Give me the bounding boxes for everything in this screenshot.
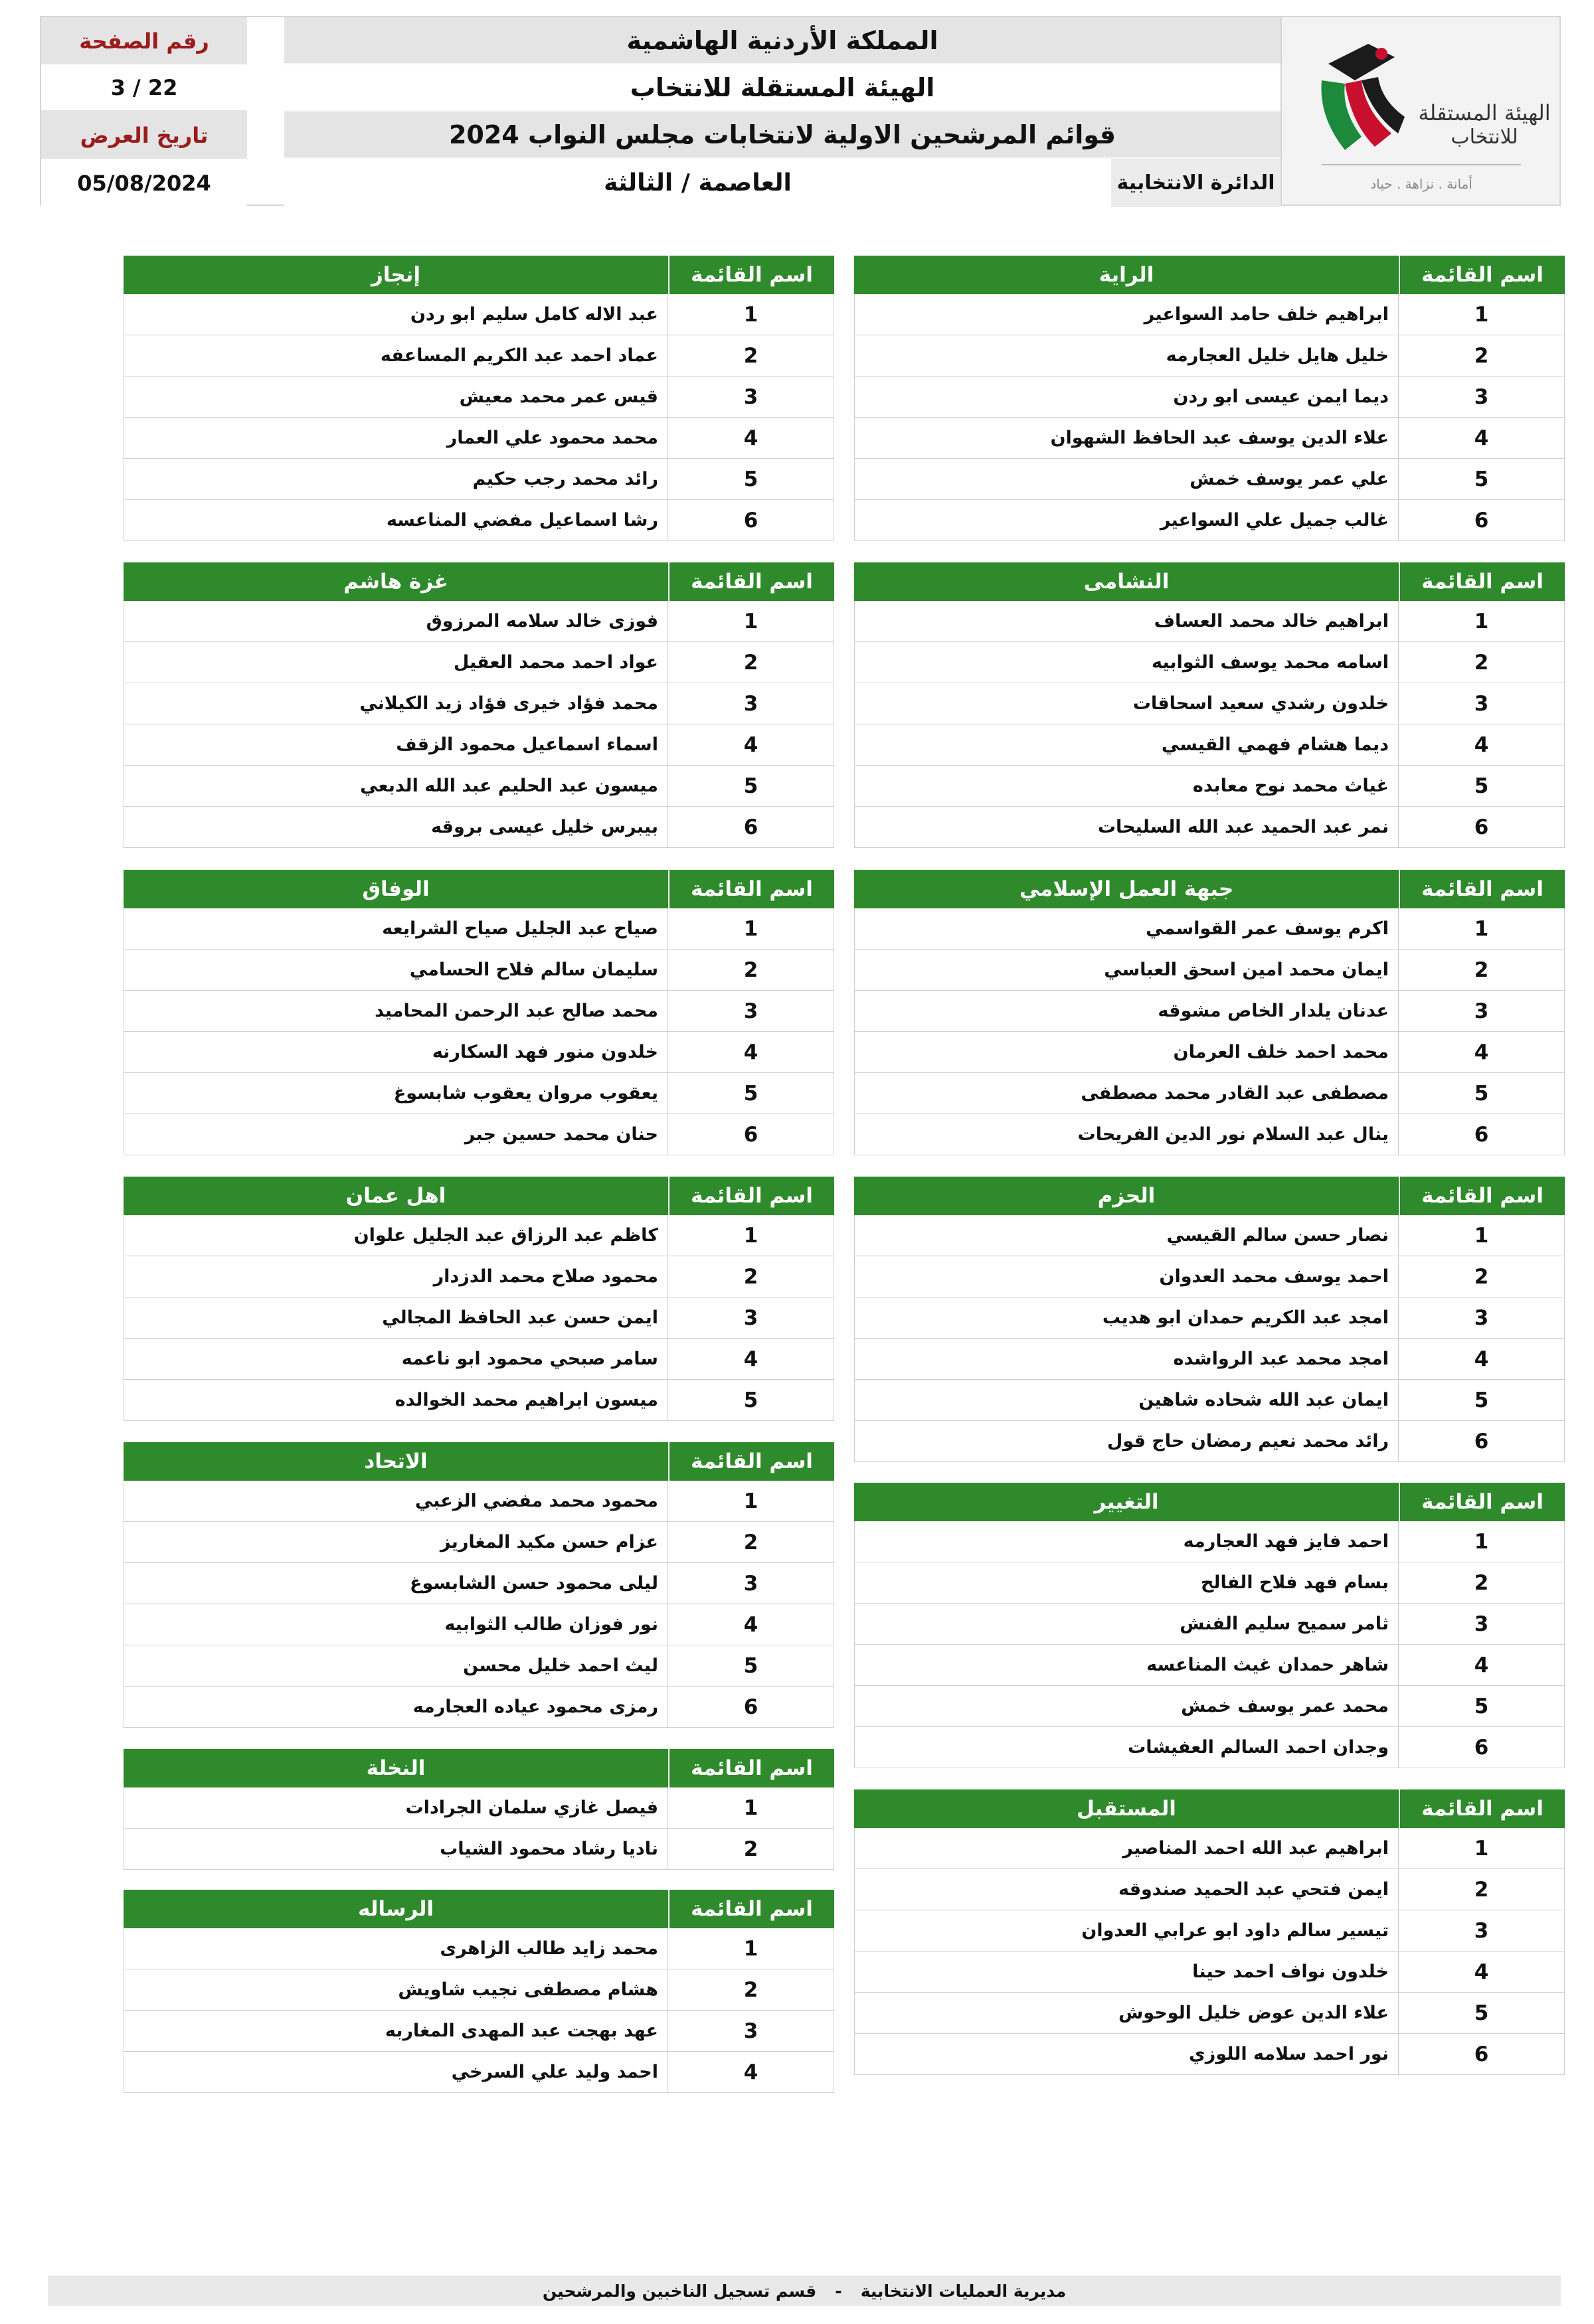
candidate-number: 5 — [1398, 766, 1564, 806]
candidate-row — [124, 335, 834, 376]
candidate-row — [124, 1563, 834, 1604]
candidate-name: محمد زايد طالب الزاهرى — [440, 1938, 658, 1959]
candidate-name: محمد صالح عبد الرحمن المحاميد — [375, 1001, 658, 1021]
list-header — [124, 1442, 834, 1481]
candidate-number: 1 — [667, 1215, 834, 1256]
list-name: غزة هاشم — [343, 570, 448, 594]
candidate-row — [124, 950, 834, 991]
candidate-name: نور فوزان طالب الثوابيه — [444, 1614, 658, 1635]
candidate-number: 5 — [667, 1380, 834, 1420]
candidate-name: ميسون ابراهيم محمد الخوالده — [395, 1390, 658, 1410]
list-name-label: اسم القائمة — [1399, 1177, 1565, 1215]
candidate-name: علي عمر يوسف خمش — [1190, 469, 1389, 489]
candidate-name: يعقوب مروان يعقوب شابسوغ — [393, 1083, 658, 1104]
candidate-number: 2 — [1398, 1869, 1564, 1910]
list-block — [124, 1177, 834, 1421]
list-header — [854, 870, 1565, 908]
candidate-row — [854, 1951, 1565, 1993]
list-block — [124, 256, 834, 541]
candidate-name: خليل هايل خليل العجارمه — [1166, 345, 1389, 366]
candidate-row — [854, 1380, 1565, 1421]
candidate-number: 3 — [1398, 1297, 1564, 1338]
candidate-number: 6 — [667, 1114, 834, 1155]
candidate-name: محمود محمد مفضي الزعبي — [414, 1491, 658, 1511]
candidate-name: خلدون رشدي سعيد اسحاقات — [1132, 693, 1389, 714]
candidate-row — [854, 601, 1565, 642]
candidate-name: ايمان عبد الله شحاده شاهين — [1138, 1390, 1389, 1410]
candidate-row — [124, 418, 834, 459]
candidate-number: 1 — [1398, 1215, 1564, 1256]
candidate-number: 3 — [1398, 683, 1564, 724]
candidate-name: صياح عبد الجليل صياح الشرايعه — [382, 918, 658, 939]
candidate-number: 2 — [1398, 950, 1564, 990]
candidate-number: 2 — [667, 1522, 834, 1562]
candidate-name: نصار حسن سالم القيسي — [1166, 1225, 1389, 1246]
candidate-number: 4 — [667, 418, 834, 458]
candidate-row — [124, 601, 834, 642]
candidate-row — [854, 1297, 1565, 1339]
candidate-number: 4 — [667, 1339, 834, 1379]
display-date-label: تاريخ العرض — [41, 112, 247, 159]
candidate-number: 2 — [1398, 1562, 1564, 1603]
list-name: النشامى — [1083, 570, 1170, 594]
candidate-row — [854, 950, 1565, 991]
candidate-name: امجد عبد الكريم حمدان ابو هديب — [1102, 1307, 1389, 1328]
candidate-number: 6 — [1398, 500, 1564, 540]
candidate-name: عواد احمد محمد العقيل — [453, 652, 658, 673]
candidate-number: 6 — [667, 807, 834, 847]
candidate-row — [124, 766, 834, 807]
candidate-number: 1 — [1398, 908, 1564, 949]
candidate-row — [854, 1828, 1565, 1869]
candidate-name: نور احمد سلامه اللوزي — [1189, 2044, 1389, 2064]
candidate-row — [124, 991, 834, 1032]
list-block — [854, 870, 1565, 1155]
candidate-row — [854, 1114, 1565, 1155]
candidate-name: ديما ايمن عيسى ابو ردن — [1173, 386, 1389, 407]
list-name-label: اسم القائمة — [1399, 256, 1565, 294]
candidate-number: 2 — [667, 950, 834, 990]
candidate-row — [854, 1215, 1565, 1256]
candidate-number: 1 — [667, 908, 834, 949]
candidate-name: محمد احمد خلف العرمان — [1173, 1042, 1389, 1062]
candidate-name: غياث محمد نوح معابده — [1192, 776, 1389, 796]
document-title: قوائم المرشحين الاولية لانتخابات مجلس النواب 2024 — [284, 112, 1281, 159]
list-name: اهل عمان — [345, 1184, 446, 1208]
candidate-row — [854, 2034, 1565, 2075]
list-header — [854, 1483, 1565, 1521]
candidate-number: 4 — [667, 724, 834, 765]
candidate-name: عبد الاله كامل سليم ابو ردن — [410, 304, 658, 325]
candidate-row — [854, 1032, 1565, 1073]
candidate-name: رائد محمد نعيم رمضان حاج قول — [1107, 1431, 1389, 1452]
candidate-number: 6 — [667, 1687, 834, 1727]
candidate-number: 5 — [1398, 1686, 1564, 1726]
candidate-name: عماد احمد عبد الكريم المساعفه — [380, 345, 658, 366]
candidate-number: 2 — [1398, 1256, 1564, 1297]
candidate-name: خلدون نواف احمد حينا — [1192, 1961, 1389, 1982]
list-block — [124, 562, 834, 848]
candidate-row — [124, 1522, 834, 1563]
candidate-number: 1 — [667, 1928, 834, 1969]
candidate-row — [854, 991, 1565, 1032]
candidate-row — [124, 1215, 834, 1256]
candidate-name: بسام فهد فلاح الفالح — [1200, 1572, 1389, 1593]
candidate-number: 4 — [1398, 1339, 1564, 1379]
candidate-number: 5 — [667, 459, 834, 499]
list-name-label: اسم القائمة — [1399, 1789, 1565, 1828]
list-block — [854, 1177, 1565, 1462]
candidate-row — [854, 1727, 1565, 1768]
list-name: الراية — [1099, 263, 1154, 287]
candidate-row — [124, 2011, 834, 2052]
list-header — [124, 1177, 834, 1215]
list-block — [124, 1890, 834, 2093]
candidate-name: احمد فايز فهد العجارمه — [1183, 1531, 1389, 1552]
candidate-name: نمر عبد الحميد عبد الله السليحات — [1097, 817, 1389, 837]
list-name-label: اسم القائمة — [668, 562, 834, 601]
candidate-number: 5 — [667, 1645, 834, 1686]
candidate-number: 1 — [1398, 294, 1564, 335]
list-header — [854, 256, 1565, 294]
candidate-name: عدنان يلدار الخاص مشوقه — [1158, 1001, 1389, 1021]
list-name: الحزم — [1097, 1184, 1156, 1208]
list-name-label: اسم القائمة — [1399, 562, 1565, 601]
candidate-name: ابراهيم خالد محمد العساف — [1154, 611, 1389, 631]
candidate-number: 1 — [667, 1481, 834, 1521]
candidate-number: 1 — [667, 294, 834, 335]
candidate-row — [854, 1993, 1565, 2034]
iec-logo — [1281, 17, 1559, 205]
list-header — [124, 1749, 834, 1787]
candidate-number: 2 — [667, 642, 834, 683]
candidate-row — [124, 683, 834, 724]
candidate-name: علاء الدين يوسف عبد الحافظ الشهوان — [1050, 428, 1389, 448]
candidate-name: ليث احمد خليل محسن — [463, 1655, 658, 1676]
candidate-name: فوزى خالد سلامه المرزوق — [426, 611, 658, 631]
candidate-number: 5 — [1398, 459, 1564, 499]
candidate-name: محمد عمر يوسف خمش — [1181, 1696, 1389, 1716]
candidate-row — [124, 1380, 834, 1421]
candidate-number: 3 — [667, 1297, 834, 1338]
list-name: النخلة — [366, 1756, 426, 1780]
candidate-name: قيس عمر محمد معيش — [459, 386, 658, 407]
list-block — [124, 1442, 834, 1728]
list-block — [124, 1749, 834, 1870]
candidate-number: 1 — [1398, 1828, 1564, 1868]
list-name: الاتحاد — [364, 1450, 428, 1473]
list-name: الوفاق — [362, 877, 430, 901]
candidate-name: كاظم عبد الرزاق عبد الجليل علوان — [353, 1225, 658, 1246]
kingdom-title: المملكة الأردنية الهاشمية — [284, 17, 1281, 64]
candidate-row — [124, 1604, 834, 1645]
candidate-row — [854, 335, 1565, 376]
candidate-number: 3 — [1398, 376, 1564, 417]
list-header — [854, 1789, 1565, 1828]
candidate-row — [124, 500, 834, 541]
candidate-name: امجد محمد عبد الرواشده — [1173, 1349, 1389, 1369]
candidate-name: اسماء اسماعيل محمود الزقف — [396, 734, 658, 755]
candidate-row — [854, 1562, 1565, 1604]
candidate-name: ليلى محمود حسن الشابسوغ — [410, 1573, 658, 1594]
candidate-row — [854, 294, 1565, 335]
candidate-row — [124, 1256, 834, 1297]
candidate-name: هشام مصطفى نجيب شاويش — [398, 1979, 658, 2000]
candidate-row — [854, 500, 1565, 541]
candidate-row — [854, 683, 1565, 724]
candidate-row — [854, 1073, 1565, 1114]
candidate-row — [854, 766, 1565, 807]
candidate-row — [854, 1910, 1565, 1951]
candidate-number: 3 — [667, 683, 834, 724]
candidate-number: 3 — [667, 376, 834, 417]
candidate-row — [124, 2052, 834, 2093]
candidate-row — [854, 376, 1565, 418]
candidate-number: 2 — [667, 335, 834, 376]
list-block — [854, 256, 1565, 541]
candidate-number: 1 — [1398, 601, 1564, 641]
candidate-name: ابراهيم خلف حامد السواعير — [1144, 304, 1389, 325]
candidate-name: فيصل غازي سلمان الجرادات — [405, 1797, 658, 1818]
candidate-number: 3 — [667, 2011, 834, 2051]
list-name-label: اسم القائمة — [668, 1749, 834, 1787]
candidate-name: ايمن فتحي عبد الحميد صندوقه — [1118, 1879, 1389, 1900]
candidate-number: 6 — [1398, 1727, 1564, 1768]
list-name: إنجاز — [371, 263, 421, 287]
candidate-row — [854, 1421, 1565, 1462]
candidate-number: 6 — [1398, 1114, 1564, 1155]
candidate-row — [854, 1256, 1565, 1297]
candidate-row — [124, 376, 834, 418]
candidate-number: 5 — [1398, 1380, 1564, 1420]
list-name-label: اسم القائمة — [668, 870, 834, 908]
list-header — [854, 1177, 1565, 1215]
district-row — [284, 159, 1281, 207]
iec-logo-icon — [1282, 17, 1561, 205]
page-header — [40, 16, 1561, 206]
candidate-name: سليمان سالم فلاح الحسامي — [409, 959, 658, 980]
candidate-number: 2 — [1398, 642, 1564, 683]
candidate-row — [124, 1687, 834, 1728]
candidate-number: 3 — [1398, 1910, 1564, 1951]
candidate-number: 4 — [667, 1032, 834, 1072]
candidate-name: سامر صبحي محمود ابو ناعمه — [401, 1349, 658, 1369]
list-header — [124, 1890, 834, 1928]
candidate-number: 2 — [1398, 335, 1564, 376]
candidate-row — [124, 1339, 834, 1380]
candidate-name: احمد يوسف محمد العدوان — [1159, 1266, 1389, 1287]
candidate-name: رائد محمد رجب حكيم — [472, 469, 658, 489]
list-header — [124, 870, 834, 908]
candidate-number: 5 — [667, 1073, 834, 1114]
candidate-number: 6 — [1398, 2034, 1564, 2074]
candidate-number: 1 — [1398, 1521, 1564, 1562]
logo-slogan: أمانة . نزاهة . حياد — [1370, 176, 1472, 192]
candidate-number: 3 — [667, 1563, 834, 1604]
list-name-label: اسم القائمة — [668, 256, 834, 294]
candidate-row — [854, 418, 1565, 459]
candidate-row — [124, 1297, 834, 1339]
candidate-name: تيسير سالم داود ابو عرابي العدوان — [1081, 1920, 1389, 1941]
candidate-name: محمد محمود علي العمار — [446, 428, 658, 448]
list-name-label: اسم القائمة — [1399, 870, 1565, 908]
candidate-name: اسامه محمد يوسف الثوابيه — [1151, 652, 1389, 673]
list-header — [854, 562, 1565, 601]
candidate-row — [854, 1869, 1565, 1910]
page-number-value: 3 / 22 — [41, 64, 247, 112]
list-name-label: اسم القائمة — [668, 1890, 834, 1928]
logo-text-1: الهيئة المستقلة — [1418, 100, 1551, 125]
candidate-name: بيبرس خليل عيسى بروقه — [430, 817, 658, 837]
candidate-number: 6 — [667, 500, 834, 540]
candidate-number: 5 — [667, 766, 834, 806]
list-header — [124, 562, 834, 601]
candidate-number: 1 — [667, 601, 834, 641]
candidate-row — [124, 1032, 834, 1073]
candidate-row — [124, 642, 834, 683]
list-block — [854, 1483, 1565, 1768]
footer-separator: - — [835, 2281, 842, 2301]
candidate-number: 4 — [667, 1604, 834, 1645]
candidate-row — [854, 908, 1565, 950]
list-name: المستقبل — [1077, 1797, 1176, 1821]
candidate-name: ثامر سميح سليم الفنش — [1180, 1614, 1389, 1634]
candidate-name: علاء الدين عوض خليل الوحوش — [1118, 2003, 1389, 2023]
candidate-row — [124, 1481, 834, 1522]
candidate-row — [124, 807, 834, 848]
district-label: الدائرة الانتخابية — [1111, 159, 1281, 207]
candidate-name: ينال عبد السلام نور الدين الفريحات — [1077, 1124, 1389, 1145]
candidate-number: 3 — [667, 991, 834, 1031]
candidate-name: ايمان محمد امين اسحق العباسي — [1104, 959, 1389, 980]
candidate-name: ناديا رشاد محمود الشياب — [440, 1839, 658, 1859]
list-name-label: اسم القائمة — [668, 1177, 834, 1215]
list-name: التغيير — [1094, 1490, 1159, 1514]
list-block — [854, 562, 1565, 848]
candidate-name: ديما هشام فهمي القيسي — [1161, 734, 1389, 755]
commission-title: الهيئة المستقلة للانتخاب — [284, 64, 1281, 112]
list-block — [124, 870, 834, 1155]
candidate-name: محمود صلاح محمد الدزدار — [433, 1266, 658, 1287]
candidate-row — [124, 724, 834, 766]
list-name-label: اسم القائمة — [1399, 1483, 1565, 1521]
candidate-name: عزام حسن مكيد المغاريز — [440, 1532, 658, 1552]
candidate-number: 2 — [667, 1256, 834, 1297]
candidate-row — [124, 1787, 834, 1829]
logo-text-2: للانتخاب — [1451, 125, 1518, 149]
candidate-name: احمد وليد علي السرخي — [451, 2062, 658, 2082]
candidate-number: 3 — [1398, 1604, 1564, 1644]
display-date-value: 05/08/2024 — [41, 159, 247, 207]
candidate-number: 4 — [1398, 418, 1564, 458]
candidate-row — [124, 1829, 834, 1870]
candidate-row — [124, 459, 834, 500]
candidate-number: 5 — [1398, 1073, 1564, 1114]
candidate-name: ميسون عبد الحليم عبد الله الدبعي — [360, 776, 658, 796]
candidate-row — [854, 1339, 1565, 1380]
candidate-number: 4 — [1398, 1951, 1564, 1992]
page-number-label: رقم الصفحة — [41, 17, 247, 64]
list-name-label: اسم القائمة — [668, 1442, 834, 1481]
candidate-row — [124, 294, 834, 335]
candidate-name: غالب جميل علي السواعير — [1160, 510, 1389, 531]
candidate-number: 2 — [667, 1829, 834, 1869]
candidate-row — [854, 1645, 1565, 1686]
candidate-name: حنان محمد حسين جبر — [464, 1124, 658, 1145]
candidate-row — [854, 642, 1565, 683]
candidate-name: محمد فؤاد خيرى فؤاد زيد الكيلاني — [359, 693, 658, 714]
candidate-number: 6 — [1398, 1421, 1564, 1461]
candidate-name: اكرم يوسف عمر القواسمي — [1146, 918, 1389, 939]
candidate-number: 4 — [1398, 1645, 1564, 1685]
candidate-number: 4 — [1398, 724, 1564, 765]
list-block — [854, 1789, 1565, 2075]
candidate-name: رمزى محمود عياده العجارمه — [412, 1697, 658, 1717]
candidate-number: 6 — [1398, 807, 1564, 847]
candidate-name: وجدان احمد السالم العفيشات — [1128, 1737, 1389, 1758]
district-value: العاصمة / الثالثة — [604, 169, 792, 197]
candidate-number: 3 — [1398, 991, 1564, 1031]
candidate-row — [854, 724, 1565, 766]
candidate-row — [124, 1928, 834, 1969]
candidate-row — [124, 1969, 834, 2011]
candidate-number: 4 — [1398, 1032, 1564, 1072]
candidate-name: شاهر حمدان غيث المناعسه — [1146, 1655, 1389, 1675]
list-name: الرساله — [357, 1897, 434, 1921]
candidate-number: 4 — [667, 2052, 834, 2092]
page-footer — [48, 2276, 1561, 2306]
candidate-row — [854, 1604, 1565, 1645]
footer-section: قسم تسجيل الناخبين والمرشحين — [542, 2281, 817, 2301]
candidate-row — [854, 1521, 1565, 1562]
candidate-row — [124, 1073, 834, 1114]
candidate-name: رشا اسماعيل مفضي المناعسه — [386, 510, 658, 531]
list-header — [124, 256, 834, 294]
candidate-number: 2 — [667, 1969, 834, 2010]
candidate-name: ابراهيم عبد الله احمد المناصير — [1122, 1838, 1389, 1859]
list-name: جبهة العمل الإسلامي — [1019, 877, 1234, 901]
candidate-row — [124, 1645, 834, 1687]
candidate-name: عهد بهجت عبد المهدى المغاربه — [385, 2021, 658, 2041]
candidate-number: 1 — [667, 1787, 834, 1828]
candidate-row — [854, 807, 1565, 848]
candidate-name: ايمن حسن عبد الحافظ المجالي — [382, 1307, 658, 1328]
candidate-row — [124, 908, 834, 950]
candidate-name: مصطفى عبد القادر محمد مصطفى — [1081, 1083, 1389, 1104]
candidate-name: خلدون منور فهد السكارنه — [432, 1042, 658, 1062]
candidate-row — [124, 1114, 834, 1155]
candidate-number: 5 — [1398, 1993, 1564, 2033]
candidate-row — [854, 459, 1565, 500]
candidate-row — [854, 1686, 1565, 1727]
footer-department: مديرية العمليات الانتخابية — [860, 2281, 1067, 2301]
